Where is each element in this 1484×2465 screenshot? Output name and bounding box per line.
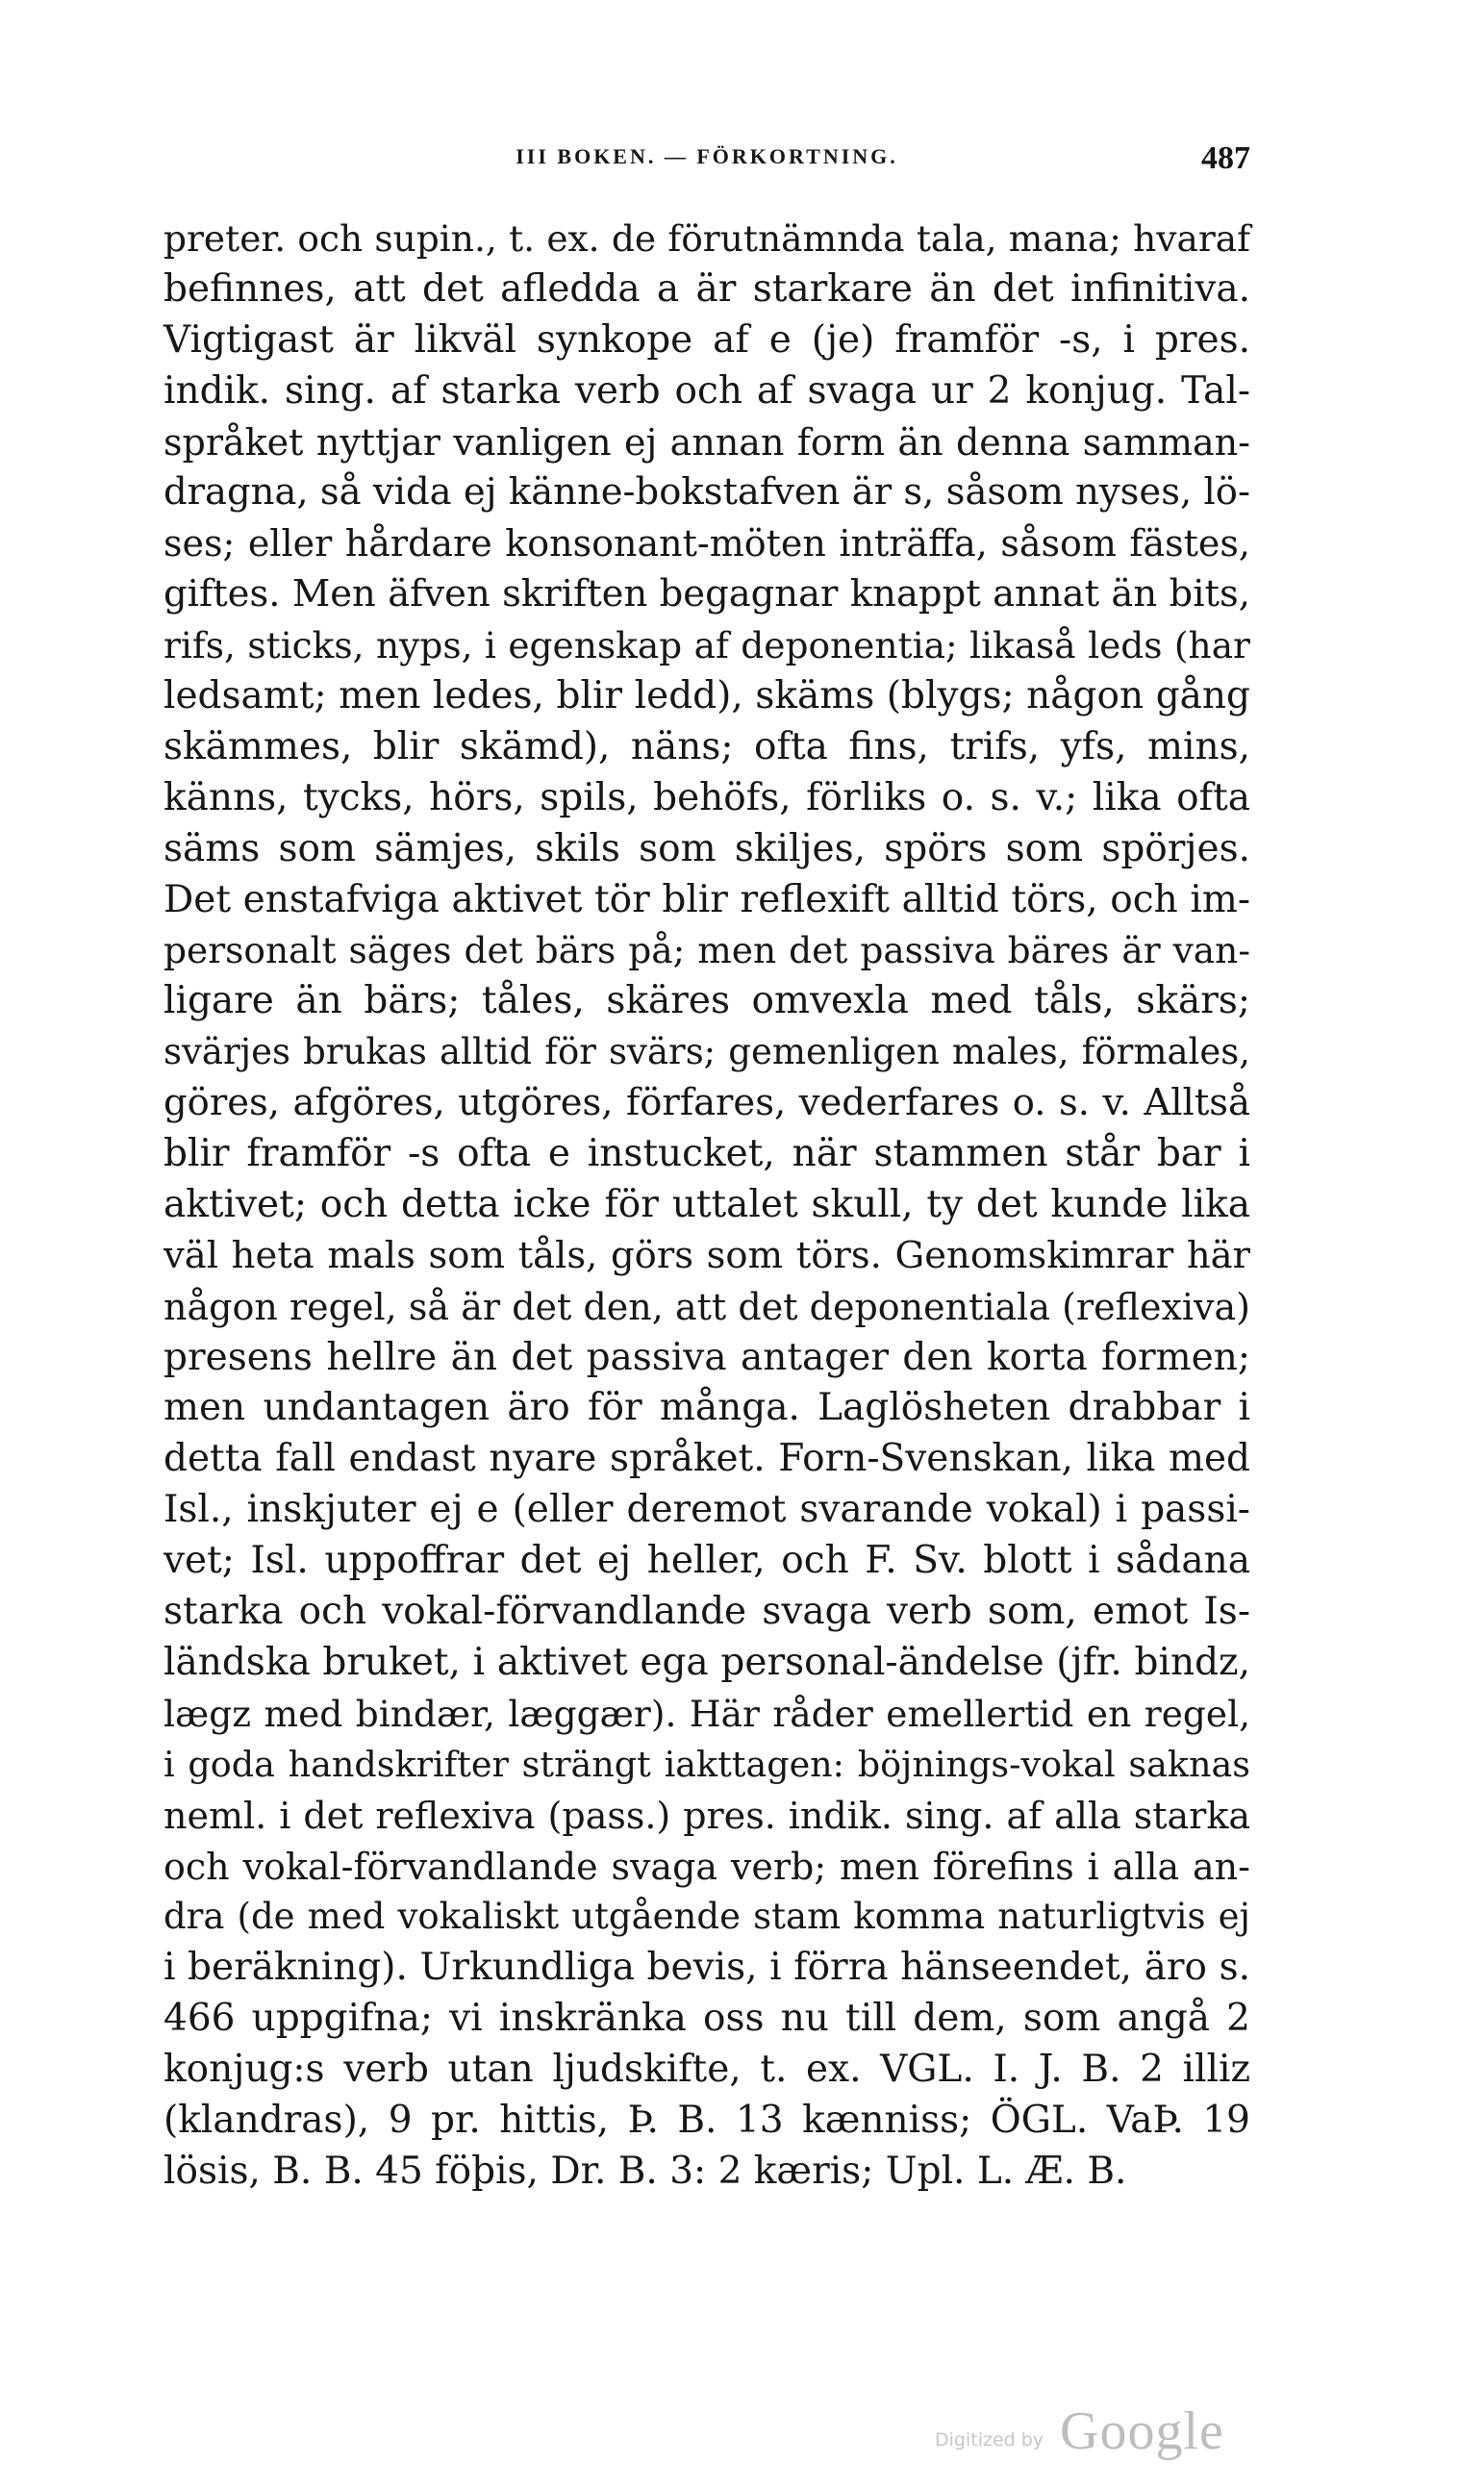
text-line: och vokal-förvandlande svaga verb; men förefins i alla an-: [163, 1845, 1250, 1888]
text-line: vet; Isl. uppoffrar det ej heller, och F. Sv. blott i sådana: [163, 1539, 1250, 1583]
text-line: detta fall endast nyare språket. Forn-Svenskan, lika med: [163, 1437, 1250, 1481]
running-head: III BOKEN. — FÖRKORTNING.: [516, 144, 898, 168]
text-line: men undantagen äro för många. Laglösheten drabbar i: [163, 1386, 1250, 1430]
text-line: indik. sing. af starka verb och af svaga ur 2 konjug. Tal-: [163, 368, 1250, 413]
text-line: personalt säges det bärs på; men det passiva bäres är van-: [163, 929, 1250, 972]
text-line: Det enstafviga aktivet tör blir reflexift alltid törs, och im-: [163, 877, 1250, 921]
text-line: presens hellre än det passiva antager den korta formen;: [163, 1335, 1250, 1379]
text-line: lægz med bindær, læggær). Här råder emellertid en regel,: [163, 1692, 1250, 1735]
text-line: blir framför -s ofta e instucket, när stammen står bar i: [163, 1132, 1250, 1176]
text-line: i goda handskrifter strängt iakttagen: böjnings-vokal saknas: [163, 1743, 1250, 1785]
google-logo: Google: [1060, 2402, 1224, 2461]
text-line: svärjes brukas alltid för svärs; gemenligen males, förmales,: [163, 1031, 1250, 1073]
text-line: i beräkning). Urkundliga bevis, i förra hänseendet, äro s.: [163, 1946, 1250, 1990]
text-line: göres, afgöres, utgöres, förfares, vederfares o. s. v. Alltså: [163, 1081, 1250, 1125]
page-number: 487: [1201, 140, 1250, 176]
text-line: rifs, sticks, nyps, i egenskap af deponentia; likaså leds (har: [163, 624, 1250, 667]
text-line: skämmes, blir skämd), näns; ofta fins, trifs, yfs, mins,: [163, 724, 1250, 768]
text-line: preter. och supin., t. ex. de förutnämnda tala, mana; hvaraf: [163, 217, 1250, 260]
text-line: lösis, B. B. 45 föþis, Dr. B. 3: 2 kæris; Upl. L. Æ. B.: [163, 2149, 1127, 2193]
text-line: 466 uppgifna; vi inskränka oss nu till dem, som angå 2: [163, 1997, 1250, 2041]
page-header: [163, 140, 1250, 183]
text-line: konjug:s verb utan ljudskifte, t. ex. VGL. I. J. B. 2 illiz: [163, 2048, 1250, 2092]
text-line: starka och vokal-förvandlande svaga verb som, emot Is-: [163, 1590, 1250, 1634]
text-line: ligare än bärs; tåles, skäres omvexla med tåls, skärs;: [163, 979, 1250, 1023]
text-line: känns, tycks, hörs, spils, behöfs, förliks o. s. v.; lika ofta: [163, 775, 1250, 819]
text-line: giftes. Men äfven skriften begagnar knappt annat än bits,: [163, 572, 1250, 616]
body-text: [163, 214, 1250, 2198]
text-line: befinnes, att det afledda a är starkare än det infinitiva.: [163, 266, 1250, 311]
digitized-label: Digitized by: [935, 2429, 1044, 2451]
text-line: språket nyttjar vanligen ej annan form än denna samman-: [163, 420, 1250, 464]
text-line: säms som sämjes, skils som skiljes, spörs som spörjes.: [163, 826, 1250, 870]
text-line: ländska bruket, i aktivet ega personal-ändelse (jfr. bindz,: [163, 1640, 1250, 1684]
text-line: ses; eller hårdare konsonant-möten inträffa, såsom fästes,: [163, 522, 1250, 566]
text-line: Vigtigast är likväl synkope af e (je) framför -s, i pres.: [163, 317, 1250, 362]
digitized-by-google-watermark: [935, 2404, 1281, 2462]
text-line: (klandras), 9 pr. hittis, Þ. B. 13 kænniss; ÖGL. VaÞ. 19: [163, 2098, 1250, 2142]
text-line: neml. i det reflexiva (pass.) pres. indik. sing. af alla starka: [163, 1794, 1250, 1837]
text-line: väl heta mals som tåls, görs som törs. Genomskimrar här: [163, 1233, 1250, 1277]
text-line: aktivet; och detta icke för uttalet skull, ty det kunde lika: [163, 1182, 1250, 1226]
text-line: dragna, så vida ej känne-bokstafven är s, såsom nyses, lö-: [163, 470, 1250, 515]
text-line: någon regel, så är det den, att det deponentiala (reflexiva): [163, 1285, 1250, 1328]
text-line: Isl., inskjuter ej e (eller deremot svarande vokal) i passi-: [163, 1488, 1250, 1532]
text-line: dra (de med vokaliskt utgående stam komma naturligtvis ej: [163, 1896, 1250, 1938]
text-line: ledsamt; men ledes, blir ledd), skäms (blygs; någon gång: [163, 674, 1250, 718]
